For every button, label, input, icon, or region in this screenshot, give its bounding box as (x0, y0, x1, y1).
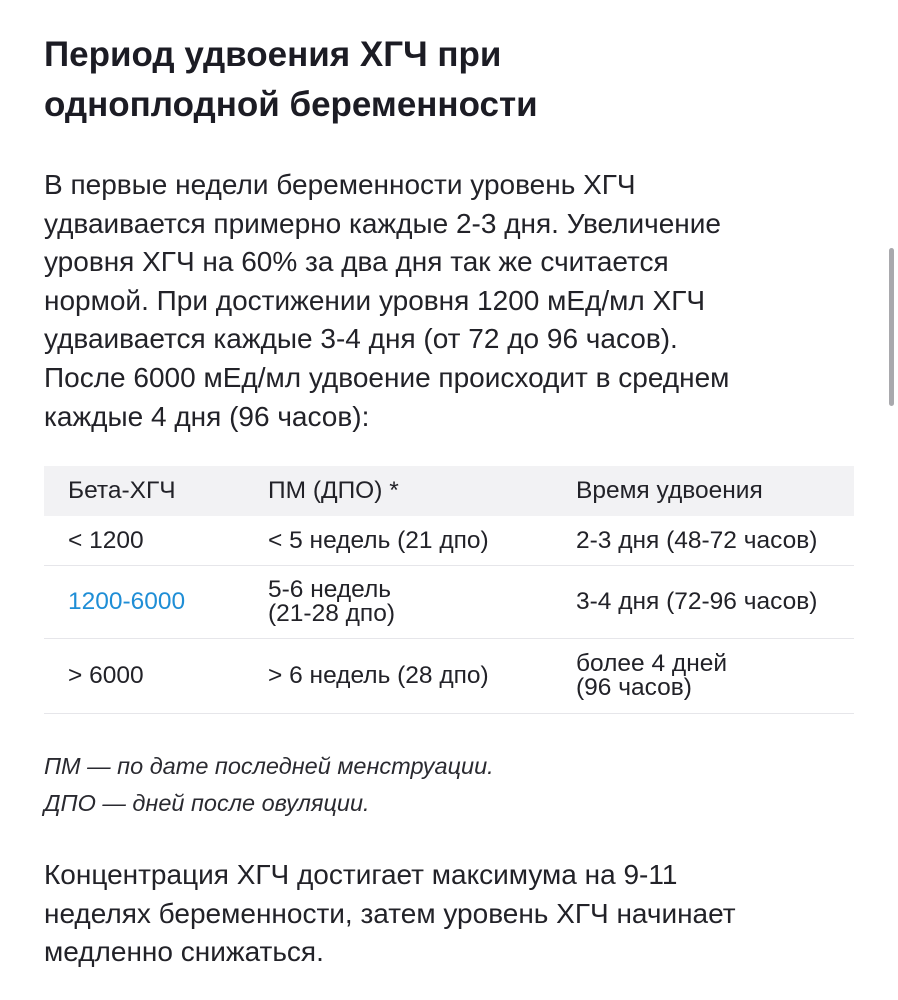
intro-line: нормой. При достижении уровня 1200 мЕд/мл ХГЧ (44, 284, 706, 316)
title-line-1: Период удвоения ХГЧ при (44, 35, 502, 74)
cell-time (576, 516, 854, 566)
intro-paragraph (44, 166, 854, 436)
table-row (44, 639, 854, 714)
intro-line: уровня ХГЧ на 60% за два дня так же считается (44, 246, 669, 278)
cell-pm-line: > 6 недель (28 дпо) (268, 662, 489, 689)
header-pm-dpo: ПМ (ДПО) * (268, 466, 576, 516)
cell-pm (268, 516, 576, 566)
outro-line: неделях беременности, затем уровень ХГЧ начинает (44, 897, 736, 929)
cell-pm-line: (21-28 дпо) (268, 600, 395, 627)
cell-time-line: более 4 дней (576, 650, 728, 677)
outro-line: Концентрация ХГЧ достигает максимума на 9-11 (44, 859, 678, 890)
cell-pm (268, 639, 576, 714)
article (44, 30, 854, 968)
footnotes (44, 748, 494, 822)
cell-pm-line: 5-6 недель (268, 576, 392, 603)
outro-paragraph (44, 856, 854, 972)
table-header-row (44, 466, 854, 516)
hcg-doubling-table (44, 466, 854, 714)
intro-line: удваивается каждые 3-4 дня (от 72 до 96 часов). (44, 323, 678, 355)
table-row (44, 516, 854, 566)
cell-beta: > 6000 (44, 639, 268, 714)
cell-time-line: 3-4 дня (72-96 часов) (576, 588, 818, 615)
intro-line: удваивается примерно каждые 2-3 дня. Увеличение (44, 207, 721, 239)
header-doubling-time: Время удвоения (576, 466, 854, 516)
table-row (44, 566, 854, 639)
cell-time-line: 2-3 дня (48-72 часов) (576, 526, 818, 554)
intro-line: После 6000 мЕд/мл удвоение происходит в среднем (44, 361, 730, 393)
outro-line: медленно снижаться. (44, 936, 324, 968)
cell-beta[interactable] (44, 566, 268, 639)
title-line-2: одноплодной беременности (44, 85, 538, 124)
page-title (44, 30, 854, 130)
intro-line: В первые недели беременности уровень ХГЧ (44, 169, 636, 200)
scrollbar-thumb[interactable] (889, 248, 894, 406)
beta-range-link[interactable]: 1200-6000 (68, 588, 186, 615)
cell-time (576, 639, 854, 714)
cell-beta: < 1200 (44, 516, 268, 566)
header-beta-hcg: Бета-ХГЧ (44, 466, 268, 516)
footnote-pm: ПМ — по дате последней менструации. (44, 753, 494, 779)
cell-time-line: (96 часов) (576, 674, 692, 701)
cell-pm-line: < 5 недель (21 дпо) (268, 526, 489, 554)
cell-time (576, 566, 854, 639)
intro-line: каждые 4 дня (96 часов): (44, 400, 370, 432)
footnote-dpo: ДПО — дней после овуляции. (44, 790, 370, 816)
cell-pm (268, 566, 576, 639)
